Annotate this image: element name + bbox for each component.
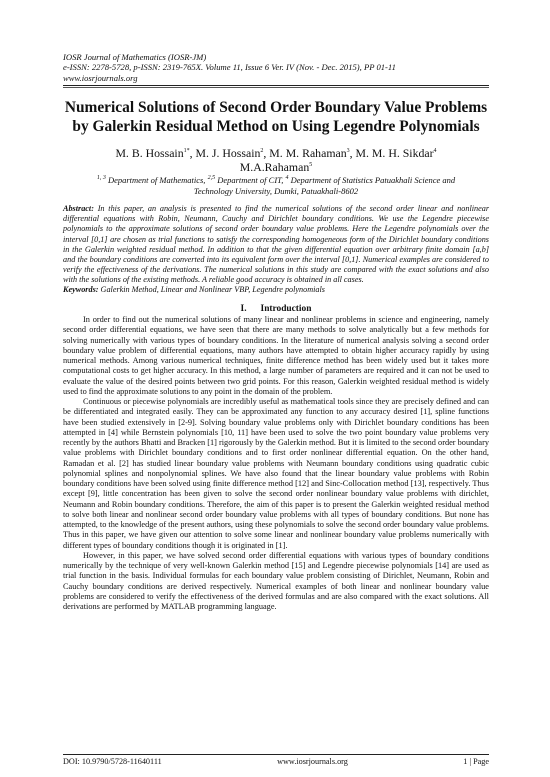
author-name: , M. M. Rahaman xyxy=(263,146,347,161)
author-mark: 1* xyxy=(183,148,190,155)
header-rule xyxy=(63,85,489,86)
author-list xyxy=(63,146,489,174)
journal-url[interactable]: www.iosrjournals.org xyxy=(63,72,138,83)
abstract-label: Abstract: xyxy=(63,204,94,214)
footer-page: 1 | Page xyxy=(463,757,489,766)
keywords-label: Keywords: xyxy=(63,284,99,294)
affil-text: Department of Statistics Patuakhali Science and xyxy=(288,175,456,186)
section-heading xyxy=(63,304,489,315)
affil-text: Department of Mathematics, xyxy=(105,175,208,186)
paragraph: In order to find out the numerical solutions of many linear and nonlinear problems in science and engineering, namely second order differential equations, we have seen that there are many methods to solve analytically but a few methods for solving numerically with various types of boundary conditions. In the literature of numerical analysis solving a second order boundary value problem of differential equations, many authors have attempted to obtain higher accuracy rapidly by using numerical methods. Among various numerical techniques, finite difference method has been widely used but it takes more computational costs to get higher accuracy. In this method, a large number of parameters are required and it can not be used to evaluate the value of the desired points between two grid points. For this reason, Galerkin weighted residual method is widely used to find the approximate solutions to any point in the domain of the problem. xyxy=(63,315,489,396)
affil-text: Technology University, Dumki, Patuakhali-8602 xyxy=(193,185,359,196)
footer-rule xyxy=(63,754,489,755)
author-name: M. B. Hossain xyxy=(115,146,184,161)
affil-mark: 1, 3 xyxy=(96,175,106,182)
section-title: Introduction xyxy=(260,304,312,315)
author-mark: 2 xyxy=(260,148,264,155)
paragraph: Continuous or piecewise polynomials are incredibly useful as mathematical tools since they are precisely defined and can be differentiated and integrated easily. They can be approximated any function to any accuracy desired [1], spline functions have been studied extensively in [2-9]. Solving boundary value problems only with Dirichlet boundary conditions has been attempted in [4] while Bernstein polynomials [10, 11] have been used to solve the two point boundary value problems very recently by the authors Bhatti and Bracken [1] rigorously by the Galerkin method. But it is limited to the second order boundary value problems with Dirichlet boundary conditions and to first order nonlinear differential equation. On the other hand, Ramadan et al. [2] has studied linear boundary value problems with Neumann boundary conditions using quadratic cubic polynomial splines and nonpolynomial splines. We have also found that the linear boundary value problems with Robin boundary conditions have been solved using finite difference method [12] and Sinc-Collocation method [13], respectively. Thus except [9], little concentration has been given to solve the second order nonlinear boundary value problems with dirichlet, Neumann and Robin boundary conditions. Therefore, the aim of this paper is to present the Galerkin weighted residual method to solve both linear and nonlinear second order boundary value problems with all types of boundary conditions. But none has attempted, to the knowledge of the present authors, using these polynomials to solve the second order boundary value problems. Thus in this paper, we have given our attention to solve some linear and nonlinear boundary value problems numerically with different types of boundary conditions though it is originated in [1]. xyxy=(63,397,489,550)
affiliations xyxy=(63,175,489,196)
paper-title: Numerical Solutions of Second Order Boundary Value Problems by Galerkin Residual Method on Using Legendre Polynomials xyxy=(64,99,488,135)
paragraph: However, in this paper, we have solved second order differential equations with various types of boundary conditions numerically by the technique of very well-known Galerkin method [15] and Legendre piecewise polynomials [14] are used as trial function in the basis. Individual formulas for each boundary value problem consisting of Dirichlet, Neumann, Robin and Cauchy boundary conditions are derived respectively. Numerical examples of both linear and nonlinear boundary value problems are considered to verify the effectiveness of the derived formulas and are also compared with the exact solutions. All derivations are performed by MATLAB programming language. xyxy=(63,550,489,612)
abstract xyxy=(63,204,489,285)
affil-mark: 4 xyxy=(285,175,289,182)
abstract-text: In this paper, an analysis is presented to find the numerical solutions of the second order linear and nonlinear differential equations with Robin, Neumann, Cauchy and Dirichlet boundary conditions. We use the Legendre piecewise polynomials to the approximate solutions of second order boundary value problems. Here the Legendre polynomials over the interval [0,1] are chosen as trial functions to satisfy the corresponding homogeneous form of the Dirichlet boundary conditions in the Galerkin weighted residual method. In addition to that the given differential equation over arbitrary finite domain [a,b] and the boundary conditions are converted into its equivalent form over the interval [0,1]. Numerical examples are considered to verify the effectiveness of the derivations. The numerical solutions in this study are compared with the exact solutions and also with the solutions of the existing methods. A reliable good accuracy is obtained in all cases. xyxy=(63,204,489,284)
footer-site[interactable]: www.iosrjournals.org xyxy=(277,757,348,766)
author-mark: 3 xyxy=(346,148,350,155)
keywords-text: Galerkin Method, Linear and Nonlinear VBP, Legendre polynomials xyxy=(98,284,325,294)
footer-doi: DOI: 10.9790/5728-11640111 xyxy=(63,757,162,766)
header-rule-thin xyxy=(63,87,489,88)
author-name: , M. J. Hossain xyxy=(189,146,261,161)
paper-page xyxy=(63,52,489,612)
keywords xyxy=(63,285,489,295)
author-mark: 4 xyxy=(433,148,437,155)
journal-issn: e-ISSN: 2278-5728, p-ISSN: 2319-765X. Volume 11, Issue 6 Ver. IV (Nov. - Dec. 2015), PP 01-11 xyxy=(63,62,396,73)
page-footer xyxy=(63,757,489,766)
journal-header xyxy=(63,52,489,83)
author-mark: 5 xyxy=(309,162,313,169)
author-name: , M. M. H. Sikdar xyxy=(349,146,434,161)
journal-name: IOSR Journal of Mathematics (IOSR-JM) xyxy=(63,52,207,62)
affil-mark: 2,5 xyxy=(207,175,216,182)
section-number: I. xyxy=(240,304,247,315)
body-text xyxy=(63,315,489,612)
author-name: M.A.Rahaman xyxy=(239,160,310,175)
affil-text: Department of CIT, xyxy=(215,175,286,186)
